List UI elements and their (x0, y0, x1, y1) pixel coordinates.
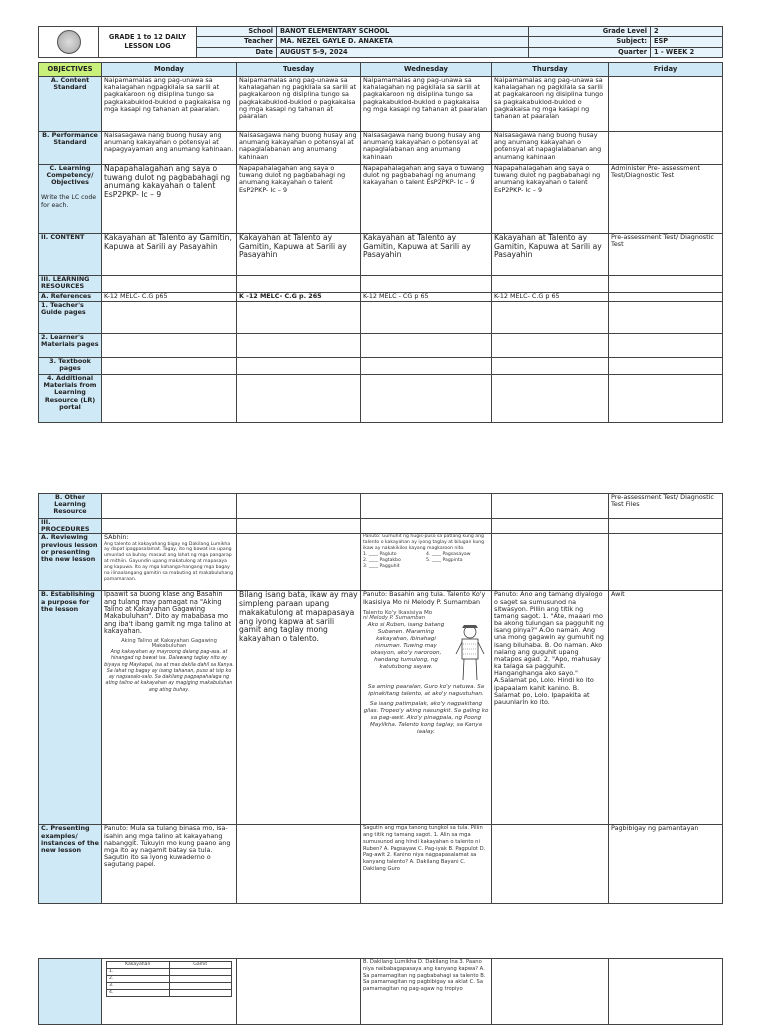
page3-label (39, 959, 102, 1025)
tg-wed (361, 302, 492, 334)
other-resource-label: B. Other Learning Resource (39, 494, 102, 519)
references-tue: K -12 MELC- C.G p. 265 (237, 293, 361, 302)
proc-mon (102, 519, 237, 534)
other-mon (102, 494, 237, 519)
tg-thu (492, 302, 609, 334)
presenting-wed: Sagutin ang mga tanong tungkol sa tula. Piliin ang titik ng tamang sagot. 1. Alin sa mga sumusunod ang hindi kakayahan o talento ni Ruben? A. Pagsayaw C. Pag-iyak B. Pagpulot D. Pag-awit 2. Kanino niya nagpapasalamat sa kanyang talento? A. Dakilang Bayani C. Dakilang Guro (361, 825, 492, 904)
wed-poem-author: ni Melody P. Sumamban (363, 614, 426, 621)
proc-wed (361, 519, 492, 534)
presenting-tue (237, 825, 361, 904)
competency-mon: Napapahalagahan ang saya o tuwang dulot ng pagbabahagi ng anumang kakayahan o talent EsP2PKP- Ic – 9 (102, 165, 237, 234)
presenting-label: C. Presenting examples/ instances of the new lesson (39, 825, 102, 904)
wed-poem-block (363, 622, 489, 684)
log-title: GRADE 1 to 12 DAILY LESSON LOG (99, 27, 197, 58)
review-mon-text: Ang talento at kakayahang bigay ng Dakilang Lumikha ay dapat ipagpasalamat. Tagay, ito ng bawat isa upang umunlad sa buhay. masaut ang lahat ng mga pangarap at mithiin. Gayundin upang makatulong at mapasaya ang kapuwa. Ito ay mga kahanga-hangang mga bagay na ilinaalangang gamitin sa mabuting at makabuluhang pamamaraan. (104, 541, 233, 583)
proc-tue (237, 519, 361, 534)
content-standard-label: A. Content Standard (39, 77, 102, 132)
references-label: A. References (39, 293, 102, 302)
tg-mon (102, 302, 237, 334)
review-option: 4. ____ Pagsasayaw (426, 552, 471, 558)
kakayahan-table (106, 961, 232, 997)
thursday-header: Thursday (492, 63, 609, 77)
content-mon: Kakayahan at Talento ay Gamitin, Kapuwa at Sarili ay Pasayahin (102, 234, 237, 276)
tg-tue (237, 302, 361, 334)
page3-thu (492, 959, 609, 1025)
wed-poem-title: Talento Ko'y Ikasisiya Mo (363, 609, 433, 616)
school-value: BANOT ELEMENTARY SCHOOL (277, 27, 529, 37)
tb-thu (492, 358, 609, 375)
competency-thu: Napapahalagahan ang saya o tuwang dulot ng pagbabahagi ng anumang kakayahan o talent EsP2PKP- Ic – 9 (492, 165, 609, 234)
references-fri (609, 293, 723, 302)
performance-standard-thu: Naisasagawa nang buong husay ang anumang kakayahan o potensyal at napaglalabanan ang anumang kahinaan (492, 132, 609, 165)
lr-tue (237, 276, 361, 293)
purpose-label: B. Establishing a purpose for the lesson (39, 591, 102, 825)
mon-poem-body: Ang kakayahan ay mayroong dalang pag-asa, at hinangad ng bawat isa. Dalawang taglay nito ay biyaya ng Maykapal, isa at mas dakila dahil sa Kanya. Sa lahat ng bagay ay isang tahanan, puso at isip ko ay nagsasalo-salo. Sa dakilang pagpapahalaga ng ating talino at kakayahan ay magiging makabuluhan ang ating buhay. (104, 650, 234, 693)
deped-seal (39, 27, 99, 58)
quarter-value: 1 - WEEK 2 (651, 47, 723, 57)
content-fri: Pre-assessment Test/ Diagnostic Test (609, 234, 723, 276)
review-option: 5. ____ Pagpinta (426, 558, 463, 564)
lr-wed (361, 276, 492, 293)
lesson-table-3 (38, 958, 723, 1025)
wed-poem-stanza-2: Sa aming paaralan, Guro ko'y natuwa. Sa ipinakitang talento, at ako'y nagustuhan. (367, 683, 485, 697)
boy-illustration (451, 622, 489, 684)
lesson-log-page-3 (38, 958, 722, 1025)
lr-mon (102, 276, 237, 293)
tg-fri (609, 302, 723, 334)
lesson-table-1 (38, 62, 723, 423)
monday-header: Monday (102, 63, 237, 77)
textbook-label: 3. Textbook pages (39, 358, 102, 375)
gamit-cell (169, 989, 232, 996)
tb-fri (609, 358, 723, 375)
review-option: 3. ____ Pagguhit (363, 564, 400, 570)
kakayahan-row: 1. (107, 968, 170, 975)
content-standard-fri (609, 77, 723, 132)
teacher-value: MA. NEZEL GAYLE D. ANAKETA (277, 37, 529, 47)
performance-standard-mon: Naisasagawa nang buong husay ang anumang kakayahan o potensyal at napagyayaman ang anumang kahinaan. (102, 132, 237, 165)
additional-materials-label: 4. Additional Materials from Learning Resource (LR) portal (39, 375, 102, 423)
date-value: AUGUST 5-9, 2024 (277, 47, 529, 57)
content-tue: Kakayahan at Talento ay Gamitin, Kapuwa at Sarili ay Pasayahin (237, 234, 361, 276)
wed-poem-stanza-3: Sa isang patimpalak, ako'y nagpakitang gilas. Tropeo'y aking nasungkit. Sa galing ko sa pag-awit. Ako'y pinagpala, ng Poong Maylikha. Talento kong taglay, sa Kanya iaalay. (363, 700, 489, 735)
review-option: 1. ____ Pagluto (363, 552, 397, 558)
references-thu: K-12 MELC- C.G p 65 (492, 293, 609, 302)
other-thu (492, 494, 609, 519)
review-mon-title: SAbhin: (104, 533, 129, 542)
kakayahan-row: 3. (107, 982, 170, 989)
lm-fri (609, 334, 723, 358)
grade-label: Grade Level (529, 27, 651, 37)
mon-poem-title: Aking Talino at Kakayahan Gagawing Makabuluhan (121, 637, 217, 650)
performance-standard-fri (609, 132, 723, 165)
school-label: School (197, 27, 277, 37)
lc-code-note: Write the LC code for each. (41, 193, 97, 209)
friday-header: Friday (609, 63, 723, 77)
review-tue (237, 534, 361, 591)
content-thu: Kakayahan at Talento ay Gamitin, Kapuwa at Sarili ay Pasayahin (492, 234, 609, 276)
references-mon: K-12 MELC- C.G p65 (102, 293, 237, 302)
presenting-fri: Pagbibigay ng pamantayan (609, 825, 723, 904)
lr-thu (492, 276, 609, 293)
review-mon (102, 534, 237, 591)
purpose-thu: Panuto: Ano ang tamang diyalogo o saget sa sumusunod na sitwasyon. Piliin ang titik ng tamang sagot. 1. "Ate, maaari mo ba akong tulungan sa pagguhit ng isang pinya?" A.Oo naman. Ang una mong gagawin ay gumuhit ng isang biluhaba. B. Oo naman. Ako nalang ang guguhit upang matapos agad. 2. "Apo, mahusay ka talaga sa pagguhit. Hanganghanga ako sayo." A.Salamat po, Lolo. Hindi ko ito ipapaalam kahit kanino. B. Salamat po, Lolo. Ipapakita at pauunlarin ko ito. (492, 591, 609, 825)
teacher-label: Teacher (197, 37, 277, 47)
content-label: II. CONTENT (39, 234, 102, 276)
am-wed (361, 375, 492, 423)
subject-label: Subject: (529, 37, 651, 47)
references-wed: K-12 MELC - CG p 65 (361, 293, 492, 302)
kakayahan-col: Kakayahan (107, 962, 170, 969)
competency-tue: Napapahalagahan ang saya o tuwang dulot ng pagbabahagi ng anumang kakayahan o talent EsP2PKP- Ic – 9 (237, 165, 361, 234)
gamit-cell (169, 968, 232, 975)
gamit-cell (169, 975, 232, 982)
lm-mon (102, 334, 237, 358)
content-standard-thu: Naipamamalas ang pag-unawa sa kahalagahan ng pagkilala sa sarili at pagkakaroon ng disiplina tungo sa pagkakabuklod-buklod o pagkakaisa ng mga kasapi ng tahanan at paaralan (492, 77, 609, 132)
review-thu (492, 534, 609, 591)
presenting-mon: Panuto: Mula sa tulang binasa mo, isa-isahin ang mga talino at kakayahang nabanggit. Tukuyin mo kung paano ang mga ito ay nagamit batay sa tula. Sagutin ito sa iyong kuwaderno o sagutang papel. (102, 825, 237, 904)
review-wed-text: Panuto: Gumuhit ng hugis-puso sa patlang kung ang talento o kakayahan ay iyong taglay at bilugan kung ikaw ay nakakikilos kayang magkaroon nito. (363, 534, 485, 552)
page3-mon (102, 959, 237, 1025)
lm-tue (237, 334, 361, 358)
tb-tue (237, 358, 361, 375)
page3-tue (237, 959, 361, 1025)
purpose-wed (361, 591, 492, 825)
performance-standard-label: B. Performance Standard (39, 132, 102, 165)
am-fri (609, 375, 723, 423)
review-option: 2. ____ Pagtakbo (363, 558, 401, 564)
other-wed (361, 494, 492, 519)
lr-fri (609, 276, 723, 293)
page3-wed: B. Dakilang Lumikha D. Dakilang Ina 3. Paano niya naibabagapasaya ang kanyang kapwa? A. Sa pamamagitan ng pagbabahagi sa talento B. Sa pamamagitan ng pagbibigay sa aklat C. Sa pamamagitan ng pag-agaw ng tropiyo (361, 959, 492, 1025)
lesson-table-2 (38, 493, 723, 904)
purpose-mon (102, 591, 237, 825)
lesson-log-page-1 (38, 26, 722, 423)
competency-fri: Administer Pre- assessment Test/Diagnostic Test (609, 165, 723, 234)
objectives-header: OBJECTIVES (39, 63, 102, 77)
review-label: A. Reviewing previous lesson or presenting the new lesson (39, 534, 102, 591)
content-wed: Kakayahan at Talento ay Gamitin, Kapuwa at Sarili ay Pasayahin (361, 234, 492, 276)
learners-materials-label: 2. Learner's Materials pages (39, 334, 102, 358)
content-standard-mon: Naipamamalas ang pag-unawa sa kahalagahan ngpagkilala sa sarili at pagkakaroon ng disiplina tungo sa pagkakabuklod-buklod o pagkakaisa ng mga kasapi ng tahanan at paaralan. (102, 77, 237, 132)
purpose-fri: Awit (609, 591, 723, 825)
teachers-guide-label: 1. Teacher's Guide pages (39, 302, 102, 334)
subject-value: ESP (651, 37, 723, 47)
proc-fri (609, 519, 723, 534)
content-standard-wed: Naipamamalas ang pag-unawa sa kahalagahan ng pagkilala sa sarili at pagkakaroon ng disiplina tungo sa pagkakabuklod-buklod o pagkakaisa ng mga kasapi ng tahanan at paaralan (361, 77, 492, 132)
tuesday-header: Tuesday (237, 63, 361, 77)
tb-mon (102, 358, 237, 375)
lm-thu (492, 334, 609, 358)
gamit-col: Gamit (169, 962, 232, 969)
page3-fri (609, 959, 723, 1025)
performance-standard-wed: Naisasagawa nang buong husay ang anumang kakayahan o potensyal at napaglalabanan ang anumang kahinaan (361, 132, 492, 165)
competency-wed: Napapahalagahan ang saya o tuwang dulot ng pagbabahagi ng anumang kakayahan o talent EsP2PKP- Ic – 9 (361, 165, 492, 234)
purpose-mon-text: Ipaawit sa buong klase ang Basahin ang tulang may pamagat na "Aking Talino at Kakayahan Gagawing Makabuluhan". Dito ay mababasa mo ang iba't ibang gamit ng mga talino at kakayahan. (104, 590, 232, 636)
grade-value: 2 (651, 27, 723, 37)
wed-poem-stanza-1: Ako si Ruben, isang batang Subanen. Maraming kakayahan, ibinahagi ninuman. Tuwing may okasyon, ako'y naroroon, handang tumulong, ng katutubong sayaw. (367, 621, 445, 670)
kakayahan-row: 4. (107, 989, 170, 996)
competency-label: C. Learning Competency/ Objectives Write the LC code for each. (39, 165, 102, 234)
header-table (38, 26, 723, 58)
content-standard-tue: Naipamamalas ang pag-unawa sa kahalagahan ng pagkilala sa sarili at pagkakaroon ng disiplina tungo sa pagkakabuklod-buklod o pagkakaisa ng mga kasapi ng tahanan at paaralan (237, 77, 361, 132)
wednesday-header: Wednesday (361, 63, 492, 77)
purpose-wed-text: Panuto: Basahin ang tula. Talento Ko'y Ikasisiya Mo ni Melody P. Sumamban (363, 590, 486, 606)
purpose-tue: Bilang isang bata, ikaw ay may simpleng paraan upang makakatulong at mapapasaya ang iyong kapwa at sarili gamit ang taglay mong kakayahan o talento. (237, 591, 361, 825)
date-label: Date (197, 47, 277, 57)
am-tue (237, 375, 361, 423)
tb-wed (361, 358, 492, 375)
gamit-cell (169, 982, 232, 989)
review-wed (361, 534, 492, 591)
am-thu (492, 375, 609, 423)
learning-resources-label: III. LEARNING RESOURCES (39, 276, 102, 293)
presenting-thu (492, 825, 609, 904)
other-tue (237, 494, 361, 519)
proc-thu (492, 519, 609, 534)
lm-wed (361, 334, 492, 358)
review-wed-options (363, 552, 489, 570)
kakayahan-row: 2. (107, 975, 170, 982)
other-resource-fri: Pre-assessment Test/ Diagnostic Test Files (609, 494, 723, 519)
performance-standard-tue: Naisasagawa nang buong husay ang anumang kakayahan o potensyal at napaglalabanan ang anumang kahinaan (237, 132, 361, 165)
quarter-label: Quarter (529, 47, 651, 57)
am-mon (102, 375, 237, 423)
procedures-label: III. PROCEDURES (39, 519, 102, 534)
review-fri (609, 534, 723, 591)
lesson-log-page-2 (38, 493, 722, 904)
